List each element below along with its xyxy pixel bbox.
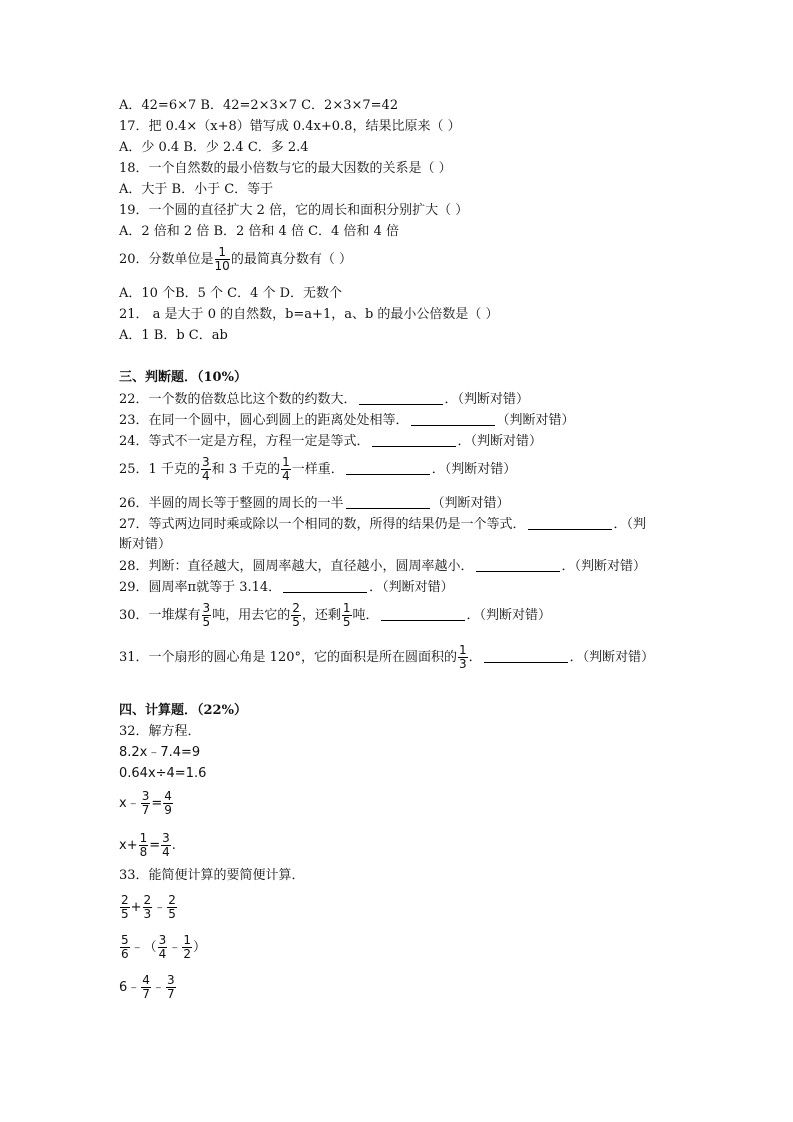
equation-1: 8.2x﹣7.4=9 xyxy=(119,745,201,760)
q32: 32．解方程． xyxy=(119,724,201,739)
q24: 24．等式不一定是方程，方程一定是等式． ．（判断对错） xyxy=(119,434,543,449)
answer-blank xyxy=(346,495,430,509)
q20-options: A．10 个B．5 个 C．4 个 D．无数个 xyxy=(119,286,343,301)
answer-blank xyxy=(346,461,430,475)
q20-stem: 20．分数单位是 $\frac{1}{10}$ 的最简真分数有（ ） xyxy=(119,245,352,273)
equation-2: 0.64x÷4=1.6 xyxy=(119,766,207,781)
answer-blank xyxy=(476,558,560,572)
q27-cont: 断对错） xyxy=(119,537,172,552)
fraction: $\frac{1}{10}$ xyxy=(214,245,230,273)
answer-blank xyxy=(381,607,465,621)
answer-blank xyxy=(283,579,367,593)
q30: 30．一堆煤有 $\frac{3}{5}$ 吨，用去它的 $\frac{2}{5}$ ，还剩 $\frac{1}{5}$ 吨． ．（判断对错） xyxy=(119,601,552,629)
q33: 33．能简便计算的要简便计算． xyxy=(119,868,305,883)
q29: 29．圆周率π就等于 3.14． ．（判断对错） xyxy=(119,580,454,595)
calc-3: 6﹣ $\frac{4}{7}$ ﹣ $\frac{3}{7}$ xyxy=(119,973,175,1001)
answer-blank xyxy=(528,516,612,530)
q23: 23．在同一个圆中，圆心到圆上的距离处处相等． （判断对错） xyxy=(119,413,575,428)
q18-stem: 18．一个自然数的最小倍数与它的最大因数的关系是（ ） xyxy=(119,161,452,176)
q17-options: A．少 0.4 B．少 2.4 C．多 2.4 xyxy=(119,140,309,155)
q28: 28．判断：直径越大，圆周率越大，直径越小，圆周率越小． ．（判断对错） xyxy=(119,559,647,574)
q21-stem: 21． a 是大于 0 的自然数，b=a+1，a、b 的最小公倍数是（ ） xyxy=(119,307,499,322)
answer-blank xyxy=(359,391,443,405)
answer-blank xyxy=(484,649,568,663)
q26: 26．半圆的周长等于整圆的周长的一半 （判断对错） xyxy=(119,496,510,511)
q27: 27．等式两边同时乘或除以一个相同的数，所得的结果仍是一个等式． ．（判 xyxy=(119,517,647,532)
q19-options: A．2 倍和 2 倍 B．2 倍和 4 倍 C．4 倍和 4 倍 xyxy=(119,224,399,239)
section-4-heading: 四、计算题．（22%） xyxy=(119,703,247,718)
q25: 25．1 千克的 $\frac{3}{4}$ 和 3 千克的 $\frac{1}{4}$ 一样重． ．（判断对错） xyxy=(119,455,517,483)
answer-blank xyxy=(411,412,495,426)
q21-options: A．1 B．b C．ab xyxy=(119,328,228,343)
calc-1: $\frac{2}{5}$ + $\frac{2}{3}$ ﹣ $\frac{2}{5}$ xyxy=(121,893,176,921)
q19-stem: 19．一个圆的直径扩大 2 倍，它的周长和面积分别扩大（ ） xyxy=(119,203,469,218)
q31: 31．一个扇形的圆心角是 120°，它的面积是所在圆面积的 $\frac{1}{3}$ ． ．（判断对错） xyxy=(119,643,655,671)
answer-blank xyxy=(372,433,456,447)
q22: 22．一个数的倍数总比这个数的约数大． ．（判断对错） xyxy=(119,392,530,407)
q16-options: A．42=6×7 B．42=2×3×7 C．2×3×7=42 xyxy=(119,98,399,113)
calc-2: $\frac{5}{6}$ ﹣（ $\frac{3}{4}$ ﹣ $\frac{1}{2}$ ） xyxy=(121,933,206,961)
q17-stem: 17．把 0.4×（x+8）错写成 0.4x+0.8，结果比原来（ ） xyxy=(119,119,461,134)
q18-options: A．大于 B．小于 C．等于 xyxy=(119,182,274,197)
equation-3: x﹣ $\frac{3}{7}$ = $\frac{4}{9}$ xyxy=(119,789,172,817)
equation-4: x+ $\frac{1}{8}$ = $\frac{3}{4}$ . xyxy=(119,831,176,859)
section-3-heading: 三、判断题．（10%） xyxy=(119,370,247,385)
